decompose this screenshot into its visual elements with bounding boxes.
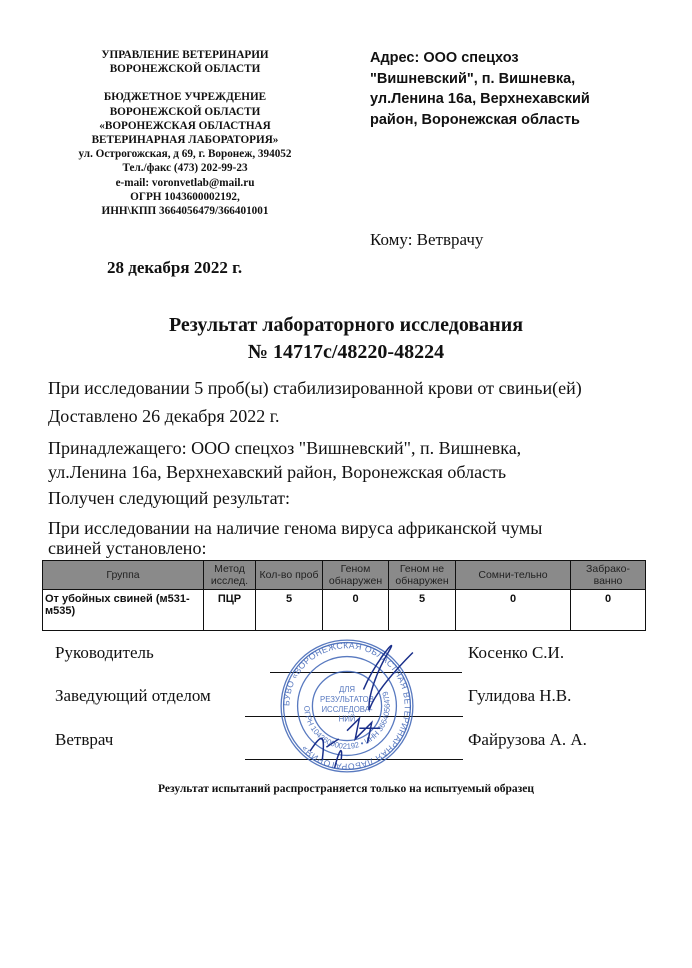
header-line: БЮДЖЕТНОЕ УЧРЕЖДЕНИЕ bbox=[103, 91, 267, 104]
issuer-email: e-mail: voronvetlab@mail.ru bbox=[115, 176, 255, 189]
cell-rejected: 0 bbox=[571, 590, 646, 631]
table-header-row bbox=[43, 561, 646, 590]
issuer-phone: Тел./факс (473) 202-99-23 bbox=[122, 162, 248, 175]
body-line: При исследовании на наличие генома вируса африканской чумы bbox=[48, 518, 543, 538]
header-line: ВОРОНЕЖСКОЙ ОБЛАСТИ bbox=[109, 105, 261, 118]
body-line: При исследовании 5 проб(ы) стабилизированной крови от свиньи(ей) bbox=[48, 378, 582, 398]
body-line: Принадлежащего: ООО спецхоз "Вишневский", п. Вишневка, bbox=[48, 438, 522, 458]
recipient: Кому: Ветврачу bbox=[370, 230, 484, 249]
stamp-inner-text: ОГРН 1043600002192 • ИНН 3664056479 bbox=[302, 690, 392, 751]
column-header: Кол-во проб bbox=[256, 561, 323, 590]
signature-role: Руководитель bbox=[55, 643, 154, 662]
body-line: ул.Ленина 16а, Верхнехавский район, Воронежская область bbox=[48, 462, 507, 482]
document-number: № 14717с/48220-48224 bbox=[247, 341, 445, 363]
issuer-ogrn: ОГРН 1043600002192, bbox=[130, 190, 240, 203]
cell-samples: 5 bbox=[256, 590, 323, 631]
stamp-center-text: ИССЛЕДОВА- bbox=[321, 704, 373, 714]
body-line: Доставлено 26 декабря 2022 г. bbox=[48, 406, 280, 426]
cell-method: ПЦР bbox=[204, 590, 256, 631]
issuer-header bbox=[60, 48, 310, 218]
header-line: УПРАВЛЕНИЕ ВЕТЕРИНАРИИ bbox=[101, 49, 269, 61]
body-line: Получен следующий результат: bbox=[48, 488, 291, 508]
header-line: ВОРОНЕЖСКОЙ ОБЛАСТИ bbox=[109, 63, 261, 76]
cell-detected: 0 bbox=[323, 590, 389, 631]
recipient-address bbox=[370, 48, 590, 130]
stamp-center-text: НИЙ bbox=[338, 714, 356, 724]
signature-role: Ветврач bbox=[55, 730, 114, 749]
column-header: Геном обнаружен bbox=[323, 561, 389, 590]
signature-name: Косенко С.И. bbox=[468, 643, 565, 662]
address-line: район, Воронежская область bbox=[370, 111, 580, 128]
stamp-center-text: ДЛЯ bbox=[338, 685, 356, 694]
stamp-center-text: РЕЗУЛЬТАТОВ bbox=[320, 694, 374, 704]
cell-not-detected: 5 bbox=[389, 590, 456, 631]
column-header: Группа bbox=[43, 561, 204, 590]
cell-doubtful: 0 bbox=[456, 590, 571, 631]
footer-note: Результат испытаний распространяется только на испытуемый образец bbox=[158, 783, 534, 795]
signature-name: Гулидова Н.В. bbox=[468, 686, 572, 705]
address-line: Адрес: ООО спецхоз bbox=[370, 50, 519, 66]
cell-group: От убойных свиней (м531-м535) bbox=[43, 590, 204, 631]
issuer-inn: ИНН\КПП 3664056479/366401001 bbox=[101, 205, 269, 218]
column-header: Забрако-ванно bbox=[571, 561, 646, 590]
table-row bbox=[43, 590, 646, 631]
column-header: Сомни-тельно bbox=[456, 561, 571, 590]
column-header: Геном не обнаружен bbox=[389, 561, 456, 590]
address-line: "Вишневский", п. Вишневка, bbox=[370, 70, 576, 87]
signature-role: Заведующий отделом bbox=[55, 686, 211, 705]
signature-name: Файрузова А. А. bbox=[468, 730, 587, 749]
stamp-outer-text: БУВО «ВОРОНЕЖСКАЯ ОБЛАСТНАЯ ВЕТЕРИНАРНАЯ ЛАБОРАТОРИЯ» bbox=[281, 640, 413, 772]
header-line: «ВОРОНЕЖСКАЯ ОБЛАСТНАЯ bbox=[99, 119, 271, 132]
header-line: ВЕТЕРИНАРНАЯ ЛАБОРАТОРИЯ» bbox=[91, 134, 279, 147]
results-table bbox=[42, 560, 646, 631]
issuer-address: ул. Острогожская, д 69, г. Воронеж, 394052 bbox=[78, 148, 292, 161]
title-line: Результат лабораторного исследования bbox=[168, 314, 524, 336]
official-stamp bbox=[277, 636, 417, 776]
body-line: свиней установлено: bbox=[48, 538, 207, 558]
address-line: ул.Ленина 16а, Верхнехавский bbox=[370, 91, 590, 107]
document-title bbox=[0, 312, 692, 366]
document-date: 28 декабря 2022 г. bbox=[107, 258, 243, 277]
column-header: Метод исслед. bbox=[204, 561, 256, 590]
